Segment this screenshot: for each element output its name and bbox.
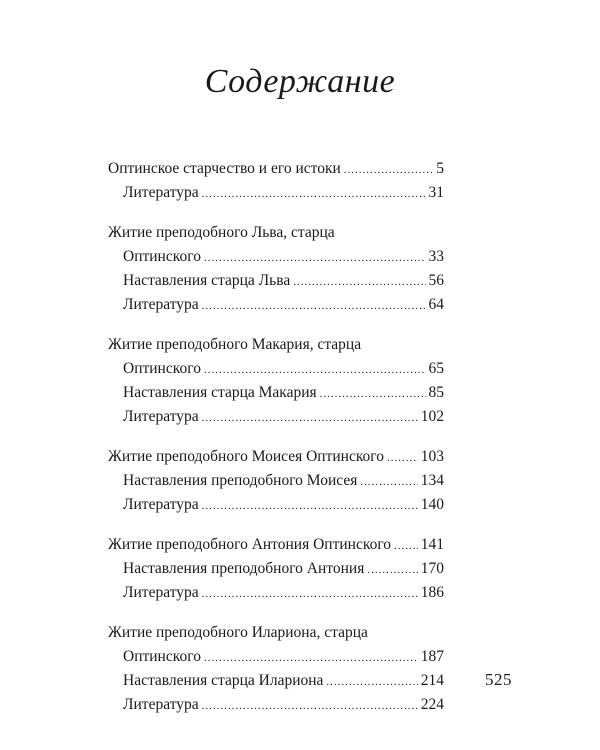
table-of-contents [108,157,444,733]
dot-leader [204,646,418,670]
toc-entry-label: Наставления старца Макария [123,384,317,401]
toc-entry[interactable] [108,557,444,581]
toc-entry-page: 33 [428,248,444,265]
toc-entry[interactable] [108,269,444,293]
toc-entry[interactable] [108,293,444,317]
toc-group [108,157,444,205]
dot-leader [394,534,418,558]
toc-heading: Житие преподобного Илариона, старца [108,624,368,641]
toc-entry-page: 186 [420,584,444,601]
toc-entry[interactable] [108,493,444,517]
toc-entry-label: Литература [123,408,199,425]
dot-leader [202,494,418,518]
toc-entry-page: 31 [428,184,444,201]
toc-entry-label: Литература [123,496,199,513]
toc-group [108,221,444,317]
toc-entry-label: Оптинского [123,248,201,265]
toc-entry[interactable] [108,469,444,493]
toc-group [108,621,444,717]
toc-entry[interactable] [108,181,444,205]
toc-entry-page: 56 [428,272,444,289]
toc-group [108,533,444,605]
dot-leader [360,470,417,494]
toc-entry-label: Литература [123,184,199,201]
toc-entry-label: Оптинское старчество и его истоки [108,160,341,177]
dot-leader [293,270,425,294]
toc-entry[interactable] [108,245,444,269]
toc-entry-label: Литература [123,584,199,601]
dot-leader [344,158,433,182]
toc-entry-page: 224 [420,696,444,713]
dot-leader [204,246,426,270]
dot-leader [204,358,426,382]
toc-entry[interactable] [108,357,444,381]
toc-entry[interactable] [108,405,444,429]
toc-entry-page: 187 [420,648,444,665]
toc-entry[interactable] [108,693,444,717]
dot-leader [202,182,426,206]
page-title: Содержание [204,63,396,100]
dot-leader [387,446,418,470]
toc-entry[interactable] [108,381,444,405]
dot-leader [202,582,418,606]
dot-leader [367,558,417,582]
toc-entry-page: 102 [420,408,444,425]
toc-heading: Житие преподобного Льва, старца [108,224,335,241]
toc-entry-label: Наставления старца Льва [123,272,291,289]
toc-entry[interactable] [108,669,444,693]
toc-group [108,445,444,517]
toc-entry-label: Оптинского [123,360,201,377]
dot-leader [202,406,418,430]
dot-leader [326,670,417,694]
toc-entry-page: 214 [420,672,444,689]
page-number: 525 [485,670,512,689]
toc-entry-label: Наставления преподобного Антония [123,560,365,577]
toc-entry-label: Наставления старца Илариона [123,672,324,689]
toc-entry-page: 134 [420,472,444,489]
toc-entry[interactable] [108,581,444,605]
toc-entry-page: 140 [420,496,444,513]
toc-entry-label: Литература [123,296,199,313]
toc-entry-page: 5 [436,160,444,177]
dot-leader [202,294,426,318]
toc-entry[interactable] [108,645,444,669]
toc-entry[interactable] [108,445,444,469]
toc-entry-label: Житие преподобного Антония Оптинского [108,536,392,553]
dot-leader [202,694,418,718]
toc-entry-page: 65 [428,360,444,377]
toc-entry-label: Оптинского [123,648,201,665]
dot-leader [320,382,426,406]
toc-entry-page: 170 [420,560,444,577]
toc-entry-label: Литература [123,696,199,713]
toc-entry-page: 141 [420,536,444,553]
toc-entry[interactable] [108,533,444,557]
toc-entry-page: 85 [428,384,444,401]
toc-entry-label: Житие преподобного Моисея Оптинского [108,448,385,465]
toc-group [108,333,444,429]
toc-entry-page: 64 [428,296,444,313]
toc-entry-label: Наставления преподобного Моисея [123,472,358,489]
toc-heading: Житие преподобного Макария, старца [108,336,362,353]
toc-entry[interactable] [108,157,444,181]
toc-entry-page: 103 [420,448,444,465]
